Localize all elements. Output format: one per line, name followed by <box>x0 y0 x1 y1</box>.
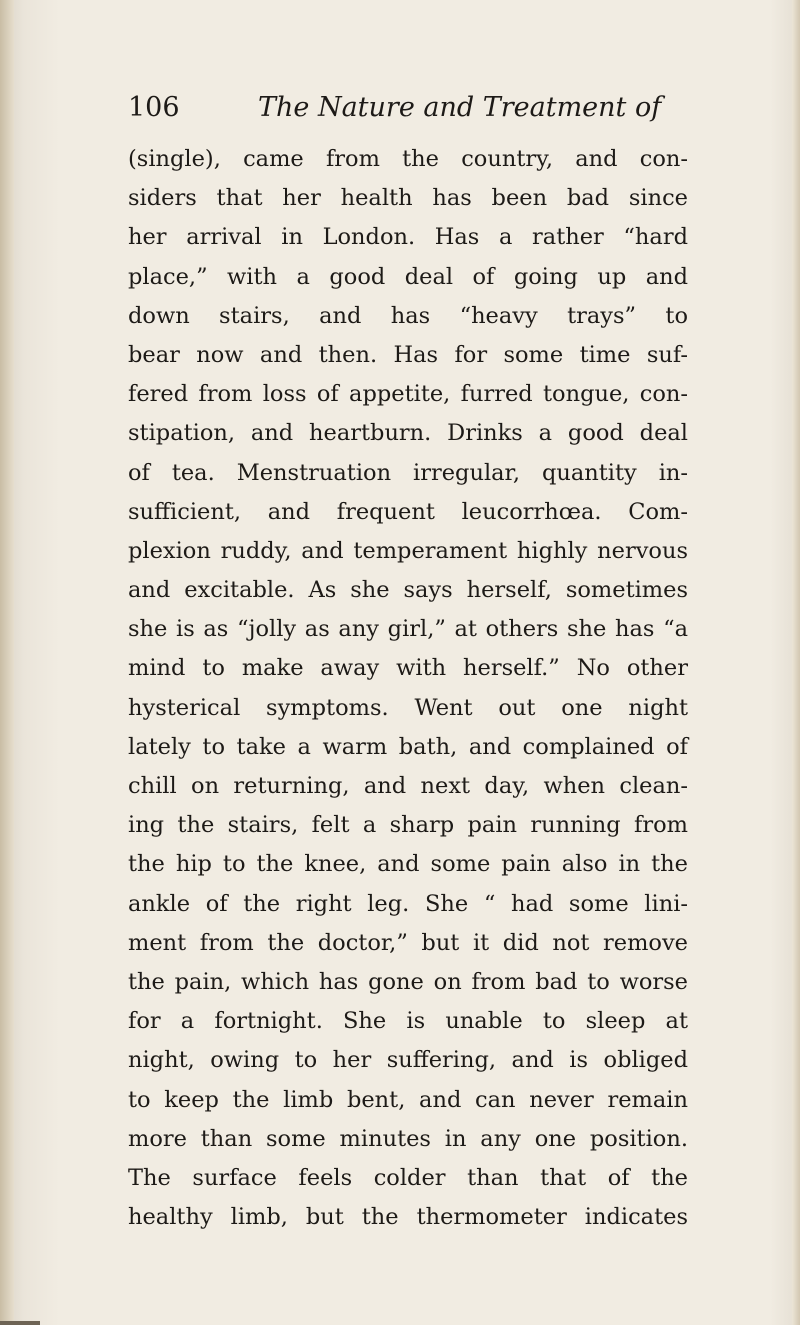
text-line: (single), came from the country, and con- <box>128 146 688 172</box>
text-line: her arrival in London. Has a rather “hard <box>128 224 688 251</box>
text-line: stipation, and heartburn. Drinks a good deal <box>128 420 688 447</box>
text-line: mind to make away with herself.” No other <box>128 655 688 682</box>
text-line: ment from the doctor,” but it did not remove <box>128 929 688 956</box>
page-corner-mark <box>0 1321 40 1325</box>
page-edge-shadow <box>792 0 800 1325</box>
text-line: ankle of the right leg. She “ had some lini- <box>128 890 688 917</box>
text-line: night, owing to her suffering, and is obliged <box>128 1047 688 1074</box>
text-line: sufficient, and frequent leucorrhœa. Com- <box>128 498 688 525</box>
text-line: bear now and then. Has for some time suf- <box>128 341 688 368</box>
text-line: lately to take a warm bath, and complained of <box>128 733 688 760</box>
text-line: The surface feels colder than that of the <box>128 1164 688 1191</box>
text-line: down stairs, and has “heavy trays” to <box>128 302 688 329</box>
running-head <box>128 88 688 128</box>
text-line: hysterical symptoms. Went out one night <box>128 694 688 721</box>
body-text <box>128 140 688 1237</box>
text-line: of tea. Menstruation irregular, quantity in- <box>128 459 688 486</box>
running-title: The Nature and Treatment of <box>258 92 662 123</box>
text-line: the pain, which has gone on from bad to worse <box>128 968 688 995</box>
text-line: the hip to the knee, and some pain also in the <box>128 851 688 878</box>
text-line: chill on returning, and next day, when clean- <box>128 773 688 799</box>
text-line: she is as “jolly as any girl,” at others she has “a <box>128 616 688 643</box>
text-line: place,” with a good deal of going up and <box>128 263 688 290</box>
text-line: more than some minutes in any one position. <box>128 1125 688 1152</box>
text-line: ing the stairs, felt a sharp pain running from <box>128 812 688 839</box>
text-line: and excitable. As she says herself, sometimes <box>128 577 688 604</box>
text-line: fered from loss of appetite, furred tongue, con- <box>128 381 688 408</box>
text-line: healthy limb, but the thermometer indicates <box>128 1204 688 1231</box>
text-line: siders that her health has been bad since <box>128 185 688 212</box>
page-number: 106 <box>128 92 180 123</box>
page-gutter-shadow <box>0 0 14 1325</box>
text-line: plexion ruddy, and temperament highly nervous <box>128 537 688 564</box>
text-line: for a fortnight. She is unable to sleep at <box>128 1008 688 1035</box>
text-line: to keep the limb bent, and can never remain <box>128 1086 688 1113</box>
